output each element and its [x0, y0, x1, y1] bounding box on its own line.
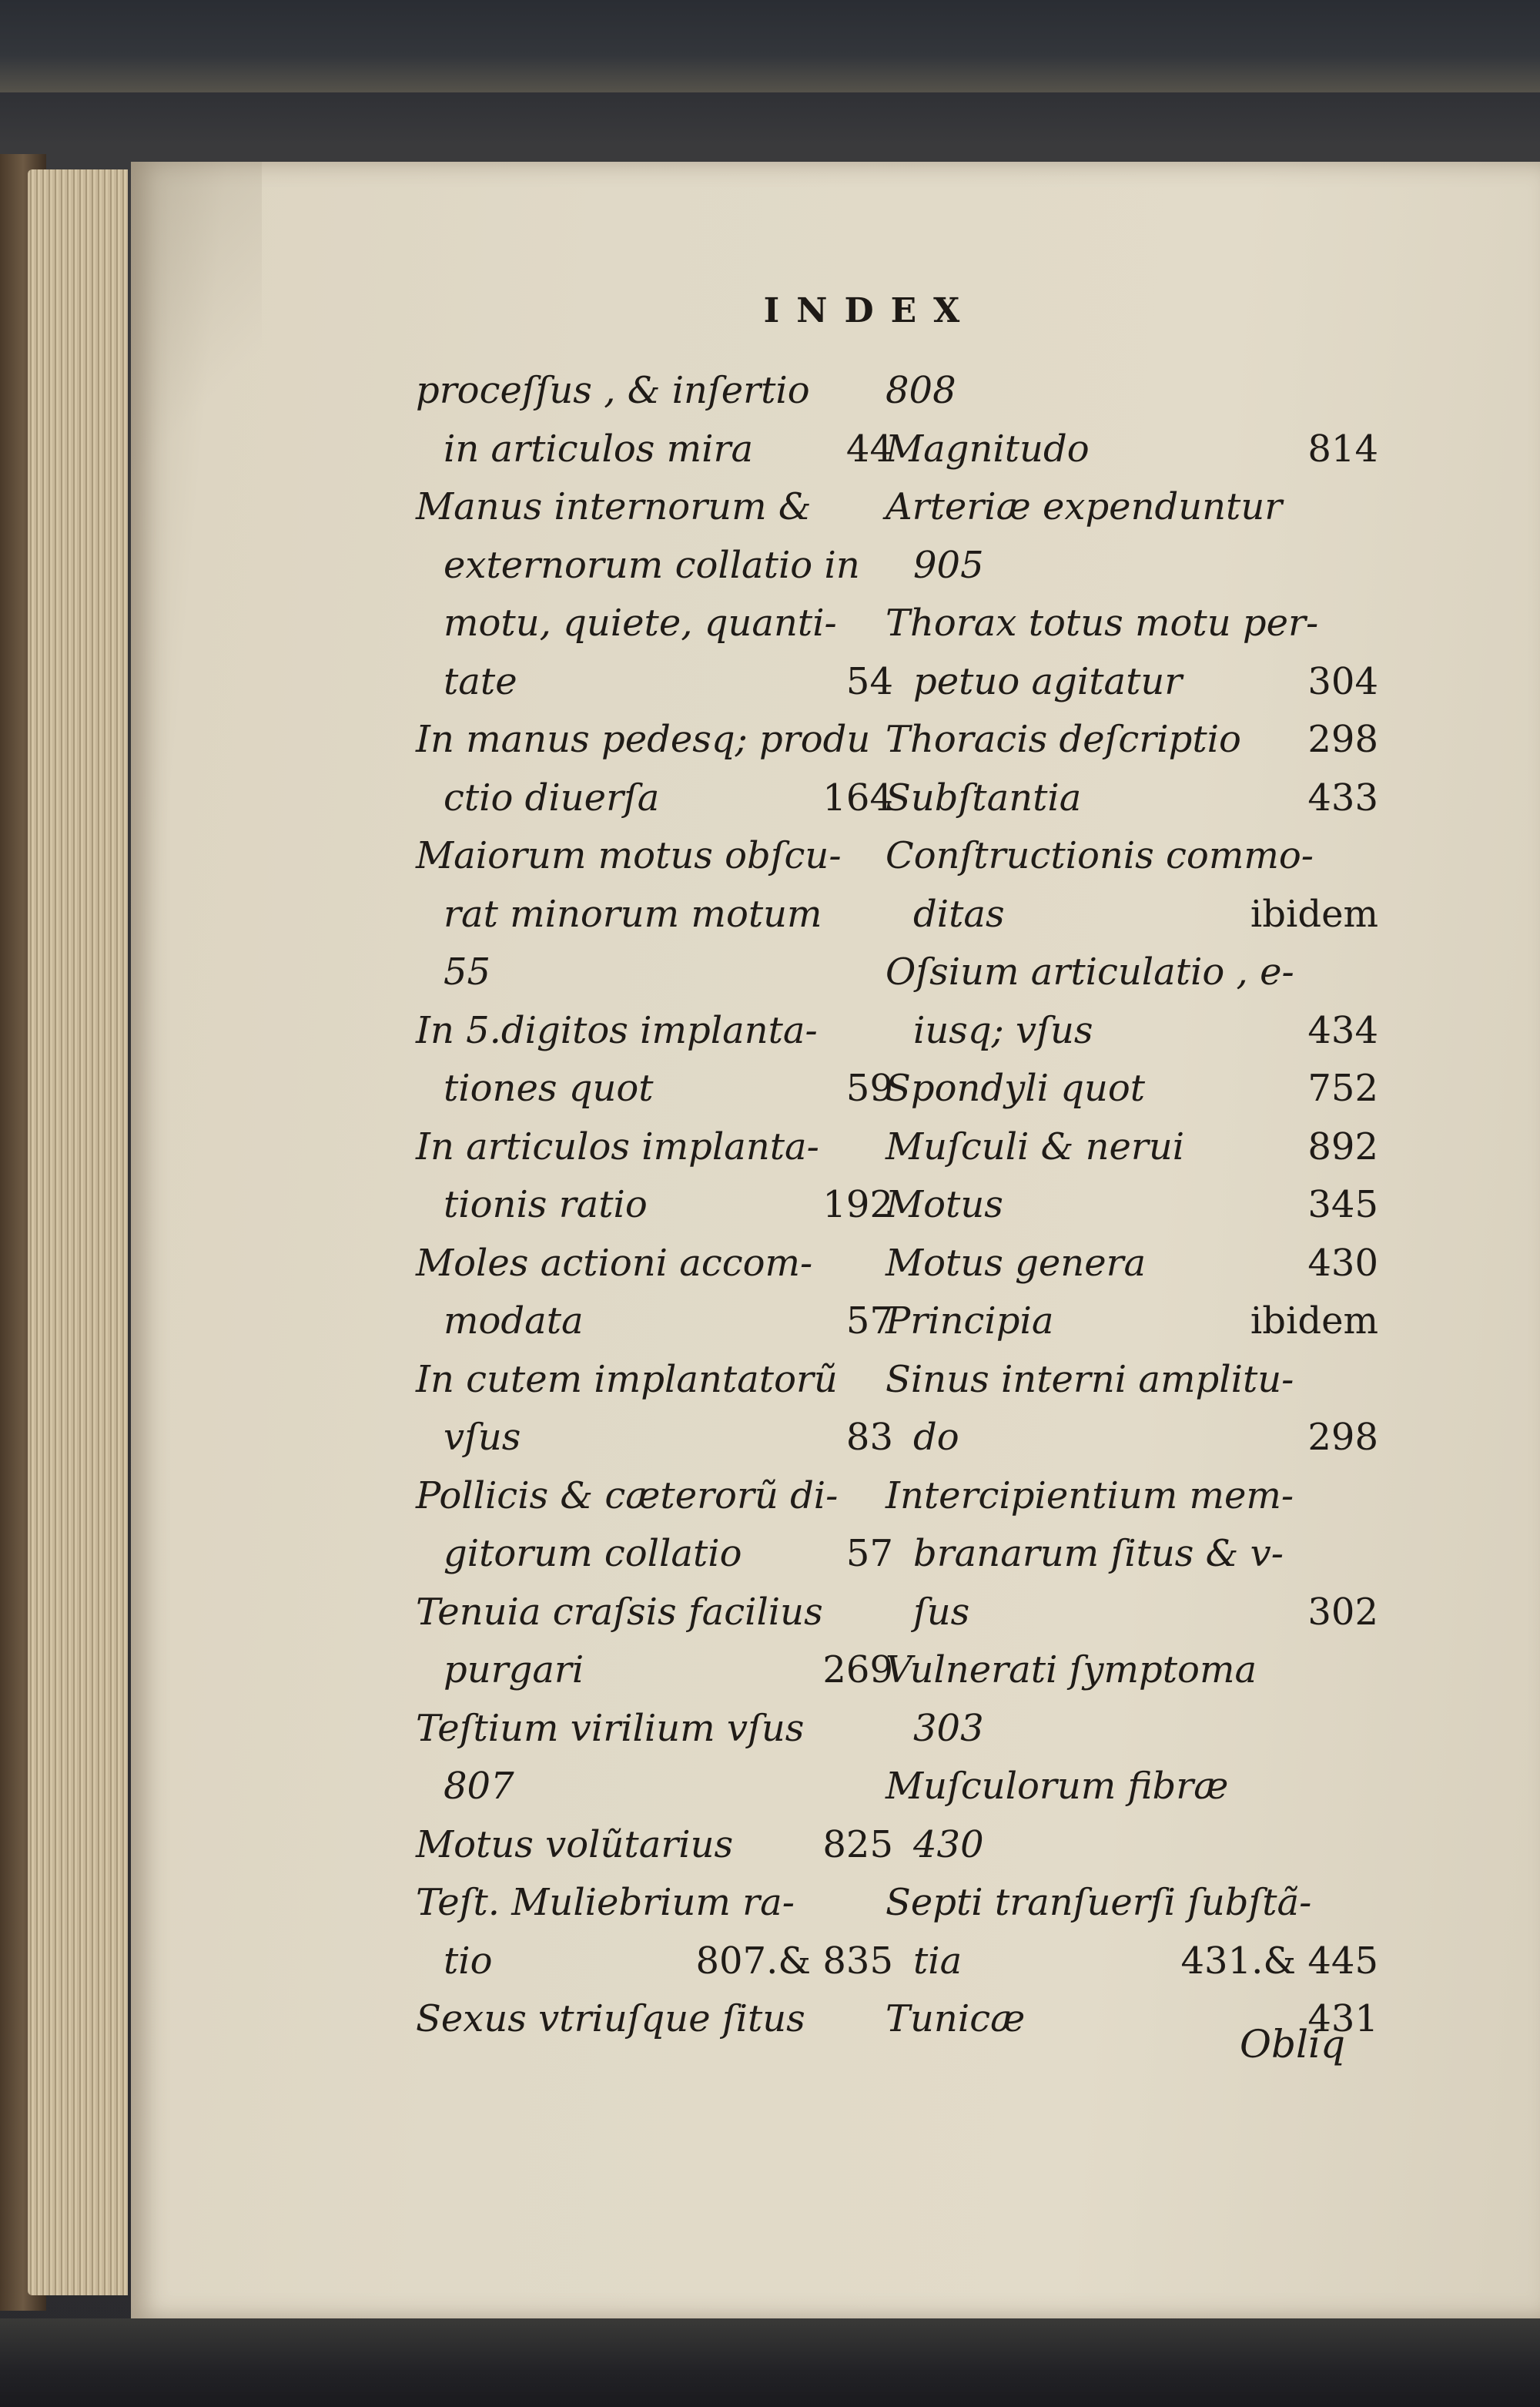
index-entry-page-number: 434: [1307, 1008, 1378, 1052]
index-entry-page-number: 430: [1307, 1241, 1378, 1285]
index-entry-page-number: 431.& 445: [1180, 1939, 1378, 1983]
index-entry: [416, 1641, 893, 1700]
index-entry-page-number: 298: [1307, 718, 1378, 761]
index-entry: [416, 769, 893, 828]
index-entry-text: purgari: [444, 1648, 584, 1691]
index-entry-text: modata: [444, 1299, 584, 1343]
index-entry: [416, 1118, 893, 1177]
index-entry-page-number: 304: [1307, 659, 1378, 703]
index-entry-text: In cutem implantatorũ: [416, 1357, 838, 1401]
index-entry-text: Pollicis & cæterorũ di-: [416, 1473, 839, 1517]
index-entry-page-number: ibidem: [1250, 892, 1378, 936]
index-column-right: [886, 362, 1378, 2049]
index-entry-page-number: 431: [1307, 1997, 1378, 2040]
index-entry: [886, 1933, 1378, 1991]
index-entry-page-number: 164: [822, 776, 893, 820]
index-entry: [416, 1816, 893, 1875]
index-entry: [416, 711, 893, 769]
index-entry-page-number: 752: [1307, 1067, 1378, 1110]
index-entry: [886, 769, 1378, 828]
index-entry-page-number: 57: [845, 1299, 893, 1343]
index-entry: [416, 478, 893, 537]
index-entry: [416, 827, 893, 886]
index-entry-text: Arteriæ expenduntur: [886, 485, 1283, 528]
index-entry-text: Principia: [886, 1299, 1054, 1343]
index-entry: [416, 1874, 893, 1933]
index-entry-text: Manus internorum &: [416, 485, 812, 528]
index-entry: [886, 1700, 1378, 1758]
index-entry: [886, 362, 1378, 421]
index-entry-page-number: 57: [845, 1532, 893, 1575]
index-entry: [416, 1176, 893, 1235]
index-entry-text: iusq; vſus: [913, 1008, 1093, 1052]
index-entry-text: Tenuia craſsis facilius: [416, 1590, 823, 1634]
page-header: INDEX: [763, 291, 977, 330]
index-entry-text: Maiorum motus obſcu-: [416, 834, 842, 877]
index-entry-text: do: [913, 1416, 959, 1459]
index-entry-page-number: 807.& 835: [695, 1939, 893, 1983]
index-entry: [886, 1409, 1378, 1467]
catchword: Obliq: [1240, 2022, 1345, 2067]
index-entry-text: rat minorum motum: [444, 892, 822, 936]
index-entry-text: In 5.digitos implanta-: [416, 1008, 818, 1052]
index-entry: [416, 1467, 893, 1526]
index-entry-text: Vulnerati ſymptoma: [886, 1648, 1257, 1691]
index-entry: [416, 1409, 893, 1467]
book-cover-top: [0, 0, 1540, 92]
index-entry-text: tate: [444, 659, 517, 703]
index-entry-text: 807: [444, 1765, 514, 1808]
index-entry-text: Sinus interni amplitu-: [886, 1357, 1294, 1401]
index-entry: [416, 537, 893, 595]
index-entry: [886, 1816, 1378, 1875]
index-entry: [886, 1118, 1378, 1177]
book-cover-bottom: [0, 2318, 1540, 2407]
index-entry-text: Oſsium articulatio , e-: [886, 950, 1294, 994]
index-entry-text: 808: [886, 369, 956, 412]
index-entry: [886, 1525, 1378, 1584]
index-entry-text: gitorum collatio: [444, 1532, 742, 1575]
index-entry: [886, 537, 1378, 595]
index-entry-page-number: 298: [1307, 1416, 1378, 1459]
index-entry-text: Spondyli quot: [886, 1067, 1146, 1110]
index-entry-text: Conſtructionis commo-: [886, 834, 1314, 877]
index-entry-page-number: 345: [1307, 1183, 1378, 1226]
index-column-left: [416, 362, 893, 2049]
index-entry: [886, 1002, 1378, 1061]
index-entry-text: Septi tranſuerſi ſubſtã-: [886, 1881, 1312, 1924]
index-entry-text: tionis ratio: [444, 1183, 648, 1226]
index-entry-text: tiones quot: [444, 1067, 654, 1110]
index-entry-page-number: 814: [1307, 427, 1378, 471]
index-entry: [886, 653, 1378, 712]
page-fold-corner: [131, 162, 262, 485]
index-entry: [886, 421, 1378, 479]
index-entry-page-number: 192: [822, 1183, 893, 1226]
index-entry: [416, 1351, 893, 1410]
index-entry: [886, 1467, 1378, 1526]
index-entry-page-number: 83: [845, 1416, 893, 1459]
index-entry-text: tio: [444, 1939, 493, 1983]
index-entry-text: 430: [913, 1822, 984, 1866]
index-entry-page-number: 44: [845, 427, 893, 471]
index-entry-text: Teſt. Muliebrium ra-: [416, 1881, 795, 1924]
index-entry: [886, 1176, 1378, 1235]
index-entry: [886, 1060, 1378, 1118]
index-entry: [416, 362, 893, 421]
index-entry-text: Intercipientium mem-: [886, 1473, 1294, 1517]
index-entry: [416, 1933, 893, 1991]
index-entry: [886, 1235, 1378, 1293]
index-entry-text: ſus: [913, 1590, 970, 1634]
index-entry-text: In manus pedesq; produ: [416, 718, 871, 761]
index-entry: [886, 1292, 1378, 1351]
index-entry: [416, 1700, 893, 1758]
index-entry: [886, 886, 1378, 944]
index-entry: [416, 653, 893, 712]
index-entry-page-number: 892: [1307, 1125, 1378, 1168]
index-entry-text: Magnitudo: [886, 427, 1090, 471]
index-entry: [886, 1758, 1378, 1816]
index-entry-text: In articulos implanta-: [416, 1125, 819, 1168]
index-entry-page-number: 54: [845, 659, 893, 703]
index-entry-text: petuo agitatur: [913, 659, 1183, 703]
index-entry-text: Subſtantia: [886, 776, 1082, 820]
index-entry-text: Moles actioni accom-: [416, 1241, 813, 1285]
index-entry-text: motu, quiete, quanti-: [444, 602, 837, 645]
index-entry-text: ditas: [913, 892, 1005, 936]
index-entry-text: tia: [913, 1939, 962, 1983]
index-entry: [416, 421, 893, 479]
index-entry-text: Thoracis deſcriptio: [886, 718, 1241, 761]
index-entry-text: 55: [444, 950, 491, 994]
index-entry-text: ctio diuerſa: [444, 776, 660, 820]
index-entry-page-number: 59: [845, 1067, 893, 1110]
index-entry-text: Motus volũtarius: [416, 1822, 734, 1866]
index-entry: [416, 1002, 893, 1061]
index-entry: [416, 1758, 893, 1816]
index-entry: [886, 595, 1378, 653]
index-entry: [416, 1292, 893, 1351]
index-entry-text: Tunicæ: [886, 1997, 1026, 2040]
index-entry: [886, 711, 1378, 769]
index-entry: [886, 944, 1378, 1002]
index-entry-page-number: 269: [822, 1648, 893, 1691]
index-entry: [886, 1641, 1378, 1700]
index-entry: [416, 1990, 893, 2049]
index-entry: [416, 886, 893, 944]
index-entry-text: Motus genera: [886, 1241, 1147, 1285]
index-entry-text: branarum ſitus & v-: [913, 1532, 1284, 1575]
index-entry-text: Muſculorum fibræ: [886, 1765, 1229, 1808]
index-entry-text: Motus: [886, 1183, 1003, 1226]
index-entry-text: proceſſus , & inſertio: [416, 369, 810, 412]
index-entry-text: Thorax totus motu per-: [886, 602, 1319, 645]
index-entry-text: in articulos mira: [444, 427, 754, 471]
index-entry-text: 303: [913, 1706, 984, 1750]
page-edges: [28, 169, 128, 2295]
index-entry-page-number: 302: [1307, 1590, 1378, 1634]
index-entry-text: 905: [913, 543, 984, 587]
index-entry-text: vſus: [444, 1416, 521, 1459]
index-entry-page-number: ibidem: [1250, 1299, 1378, 1343]
index-entry: [886, 478, 1378, 537]
index-entry: [416, 595, 893, 653]
index-entry: [416, 1525, 893, 1584]
index-entry: [886, 1584, 1378, 1642]
index-entry: [416, 1584, 893, 1642]
index-entry-page-number: 825: [822, 1822, 893, 1866]
index-entry: [416, 1060, 893, 1118]
index-entry-text: Teſtium virilium vſus: [416, 1706, 805, 1750]
index-entry: [416, 944, 893, 1002]
index-entry-text: Sexus vtriuſque ſitus: [416, 1997, 805, 2040]
index-entry: [886, 1874, 1378, 1933]
index-entry: [886, 827, 1378, 886]
index-entry-text: externorum collatio in: [444, 543, 860, 587]
index-entry-text: Muſculi & nerui: [886, 1125, 1185, 1168]
index-entry: [886, 1351, 1378, 1410]
index-entry-page-number: 433: [1307, 776, 1378, 820]
index-entry: [416, 1235, 893, 1293]
